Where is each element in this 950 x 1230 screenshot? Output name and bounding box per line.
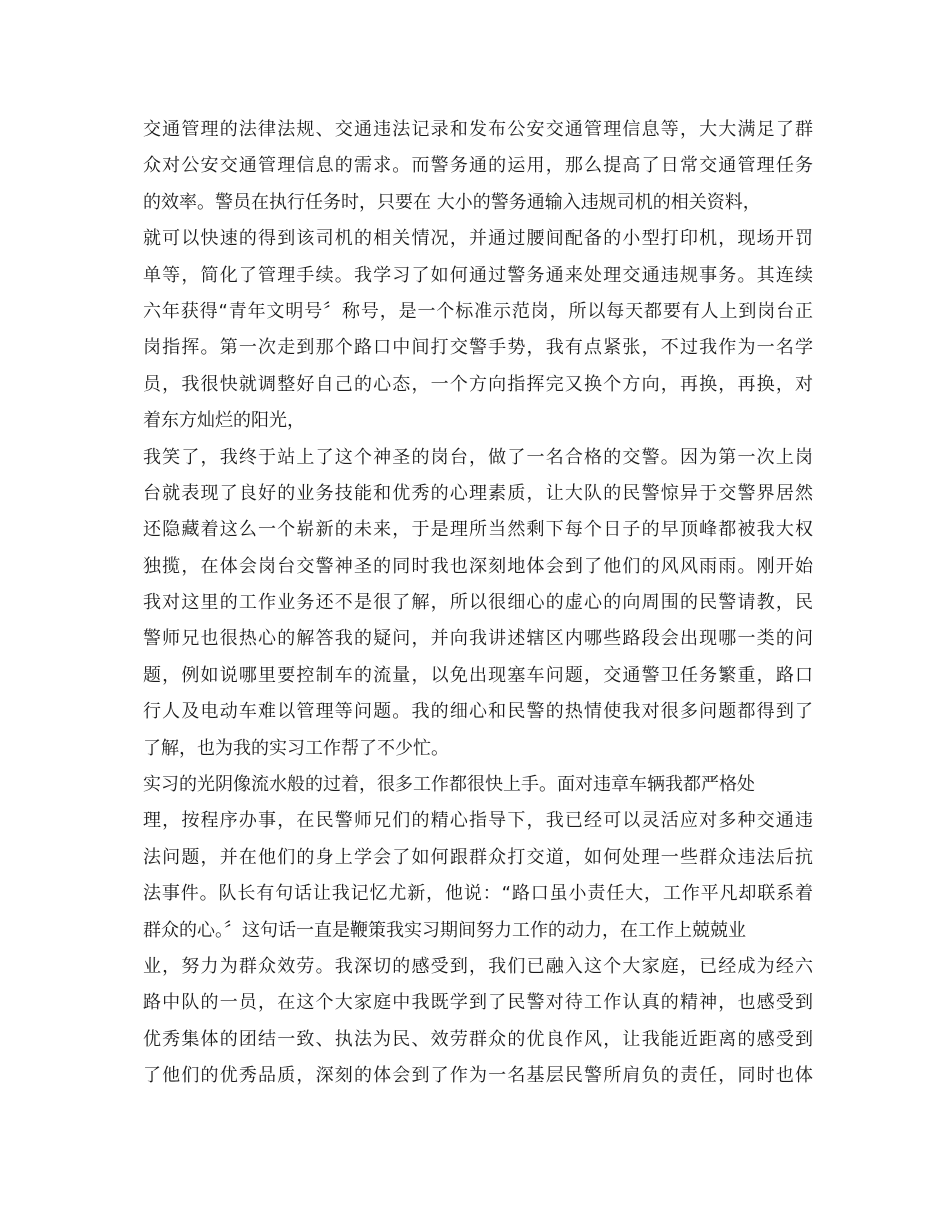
- text-line: 理，按程序办事，在民警师兄们的精心指导下，我已经可以灵活应对多种交通违: [143, 810, 813, 832]
- text-line: 了他们的优秀品质，深刻的体会到了作为一名基层民警所肩负的责任，同时也体: [143, 1065, 813, 1087]
- text-line: 六年获得“青年文明号〞称号，是一个标准示范岗，所以每天都要有人上到岗台正: [143, 300, 813, 322]
- text-line: 警师兄也很热心的解答我的疑问，并向我讲述辖区内哪些路段会出现哪一类的问: [143, 628, 813, 650]
- text-line: 路中队的一员，在这个大家庭中我既学到了民警对待工作认真的精神，也感受到: [143, 992, 813, 1014]
- text-line: 还隐藏着这么一个崭新的未来，于是理所当然剩下每个日子的早顶峰都被我大权: [143, 519, 813, 541]
- text-line: 交通管理的法律法规、交通违法记录和发布公安交通管理信息等，大大满足了群: [143, 119, 813, 140]
- text-line: 题，例如说哪里要控制车的流量，以免出现塞车问题，交通警卫任务繁重，路口: [143, 664, 813, 686]
- text-line: 优秀集体的团结一致、执法为民、效劳群众的优良作风，让我能近距离的感受到: [143, 1028, 813, 1050]
- text-line: 岗指挥。第一次走到那个路口中间打交警手势，我有点紧张，不过我作为一名学: [143, 337, 813, 359]
- text-line: 着东方灿烂的阳光，: [143, 410, 305, 432]
- text-line: 法事件。队长有句话让我记忆尤新，他说：“路口虽小责任大，工作平凡却联系着: [143, 883, 813, 905]
- text-line: 群众的心。〞这句话一直是鞭策我实习期间努力工作的动力，在工作上兢兢业: [143, 919, 746, 941]
- text-line: 单等，简化了管理手续。我学习了如何通过警务通来处理交通违规事务。其连续: [143, 264, 813, 286]
- text-line: 员，我很快就调整好自己的心态，一个方向指挥完又换个方向，再换，再换，对: [143, 373, 813, 395]
- text-line: 就可以快速的得到该司机的相关情况，并通过腰间配备的小型打印机，现场开罚: [143, 228, 813, 250]
- text-line: 的效率。警员在执行任务时，只要在 大小的警务通输入违规司机的相关资料，: [143, 191, 761, 213]
- text-line: 法问题，并在他们的身上学会了如何跟群众打交道，如何处理一些群众违法后抗: [143, 846, 813, 868]
- text-line: 我对这里的工作业务还不是很了解，所以很细心的虚心的向周围的民警请教，民: [143, 592, 813, 614]
- text-line: 了解，也为我的实习工作帮了不少忙。: [143, 737, 449, 759]
- text-line: 行人及电动车难以管理等问题。我的细心和民警的热情使我对很多问题都得到了: [143, 701, 813, 723]
- text-line: 独揽，在体会岗台交警神圣的同时我也深刻地体会到了他们的风风雨雨。刚开始: [143, 555, 813, 577]
- text-line: 实习的光阴像流水般的过着，很多工作都很快上手。面对违章车辆我都严格处: [143, 774, 755, 796]
- text-line: 我笑了，我终于站上了这个神圣的岗台，做了一名合格的交警。因为第一次上岗: [143, 446, 813, 468]
- text-line: 众对公安交通管理信息的需求。而警务通的运用，那么提高了日常交通管理任务: [143, 155, 813, 177]
- text-line: 业，努力为群众效劳。我深切的感受到，我们已融入这个大家庭，已经成为经六: [143, 955, 813, 977]
- body-text: [143, 112, 813, 1095]
- text-line: 台就表现了良好的业务技能和优秀的心理素质，让大队的民警惊异于交警界居然: [143, 482, 813, 504]
